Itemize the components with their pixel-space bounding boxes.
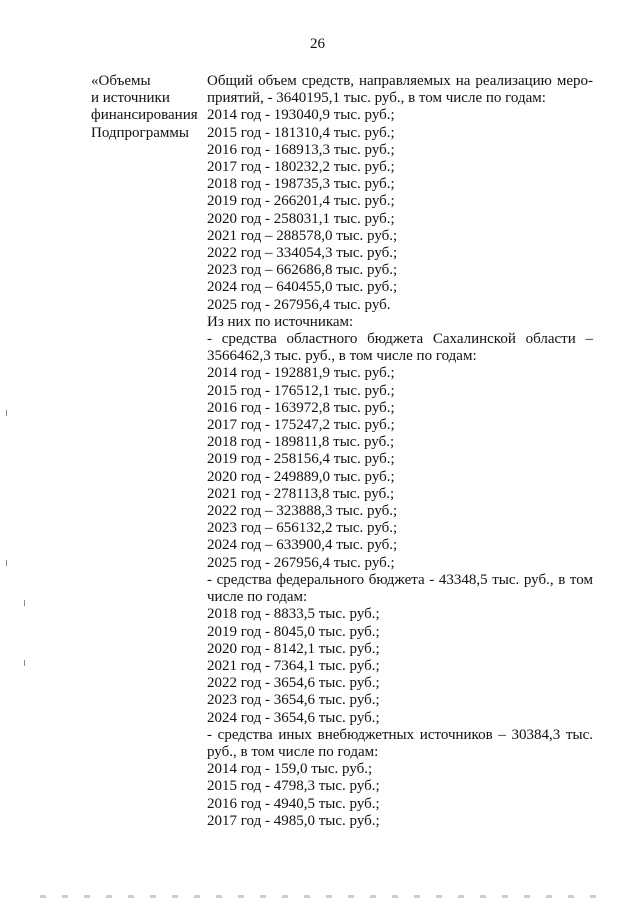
scan-edge-noise [40,895,600,898]
federal-heading: числе по годам: [207,589,308,606]
total-year-item: 2019 год - 266201,4 тыс. руб.; [207,193,395,210]
sources-heading: Из них по источникам: [207,313,354,330]
page-number: 26 [310,36,325,52]
regional-year-item: 2014 год - 192881,9 тыс. руб.; [207,365,395,382]
federal-year-item: 2018 год - 8833,5 тыс. руб.; [207,606,380,623]
regional-year-item: 2017 год - 175247,2 тыс. руб.; [207,417,395,434]
other-year-item: 2016 год - 4940,5 тыс. руб.; [207,795,380,812]
total-year-item: 2016 год - 168913,3 тыс. руб.; [207,141,395,158]
funding-content [207,73,593,830]
federal-year-item: 2021 год - 7364,1 тыс. руб.; [207,657,380,674]
regional-year-item: 2015 год - 176512,1 тыс. руб.; [207,382,395,399]
total-year-item: 2022 год – 334054,3 тыс. руб.; [207,245,398,262]
section-label-line: «Объемы [91,73,151,89]
scan-artifact [24,600,25,606]
regional-heading: - средства областного бюджета Сахалинской области – [207,331,593,348]
regional-heading: 3566462,3 тыс. руб., в том числе по годам: [207,348,477,365]
total-year-item: 2018 год - 198735,3 тыс. руб.; [207,176,395,193]
scan-artifact [24,660,25,666]
total-year-item: 2024 год – 640455,0 тыс. руб.; [207,279,398,296]
federal-year-item: 2019 год - 8045,0 тыс. руб.; [207,623,380,640]
other-year-item: 2014 год - 159,0 тыс. руб.; [207,761,373,778]
regional-year-item: 2022 год – 323888,3 тыс. руб.; [207,503,398,520]
regional-year-item: 2019 год - 258156,4 тыс. руб.; [207,451,395,468]
total-year-item: 2017 год - 180232,2 тыс. руб.; [207,159,395,176]
regional-by-year-list [207,365,593,571]
total-year-item: 2014 год - 193040,9 тыс. руб.; [207,107,395,124]
intro-line: приятий, - 3640195,1 тыс. руб., в том числе по годам: [207,90,546,107]
section-label-line: финансирования [91,107,198,124]
regional-year-item: 2024 год – 633900,4 тыс. руб.; [207,537,398,554]
federal-year-item: 2023 год - 3654,6 тыс. руб.; [207,692,380,709]
regional-year-item: 2025 год - 267956,4 тыс. руб.; [207,554,395,571]
other-year-item: 2017 год - 4985,0 тыс. руб.; [207,812,380,829]
federal-year-item: 2020 год - 8142,1 тыс. руб.; [207,640,380,657]
regional-year-item: 2020 год - 249889,0 тыс. руб.; [207,468,395,485]
section-label-line: и источники [91,90,170,107]
regional-year-item: 2016 год - 163972,8 тыс. руб.; [207,399,395,416]
other-heading: - средства иных внебюджетных источников – 30384,3 тыс. [207,726,593,743]
other-heading: руб., в том числе по годам: [207,743,379,760]
section-label-line: Подпрограммы [91,124,189,141]
regional-year-item: 2021 год - 278113,8 тыс. руб.; [207,485,395,502]
other-by-year-list [207,761,593,830]
federal-heading: - средства федерального бюджета - 43348,5 тыс. руб., в том [207,571,593,588]
total-year-item: 2015 год - 181310,4 тыс. руб.; [207,124,395,141]
section-label [91,73,201,142]
scan-artifact [6,560,7,566]
other-year-item: 2015 год - 4798,3 тыс. руб.; [207,778,380,795]
total-year-item: 2025 год - 267956,4 тыс. руб. [207,296,391,313]
total-year-item: 2023 год – 662686,8 тыс. руб.; [207,262,398,279]
federal-year-item: 2024 год - 3654,6 тыс. руб.; [207,709,380,726]
scan-artifact [6,410,7,416]
federal-year-item: 2022 год - 3654,6 тыс. руб.; [207,675,380,692]
total-year-item: 2021 год – 288578,0 тыс. руб.; [207,227,398,244]
total-year-item: 2020 год - 258031,1 тыс. руб.; [207,210,395,227]
regional-year-item: 2018 год - 189811,8 тыс. руб.; [207,434,395,451]
intro-line: Общий объем средств, направляемых на реализацию меро- [207,73,593,89]
federal-by-year-list [207,606,593,726]
regional-year-item: 2023 год – 656132,2 тыс. руб.; [207,520,398,537]
total-by-year-list [207,107,593,313]
